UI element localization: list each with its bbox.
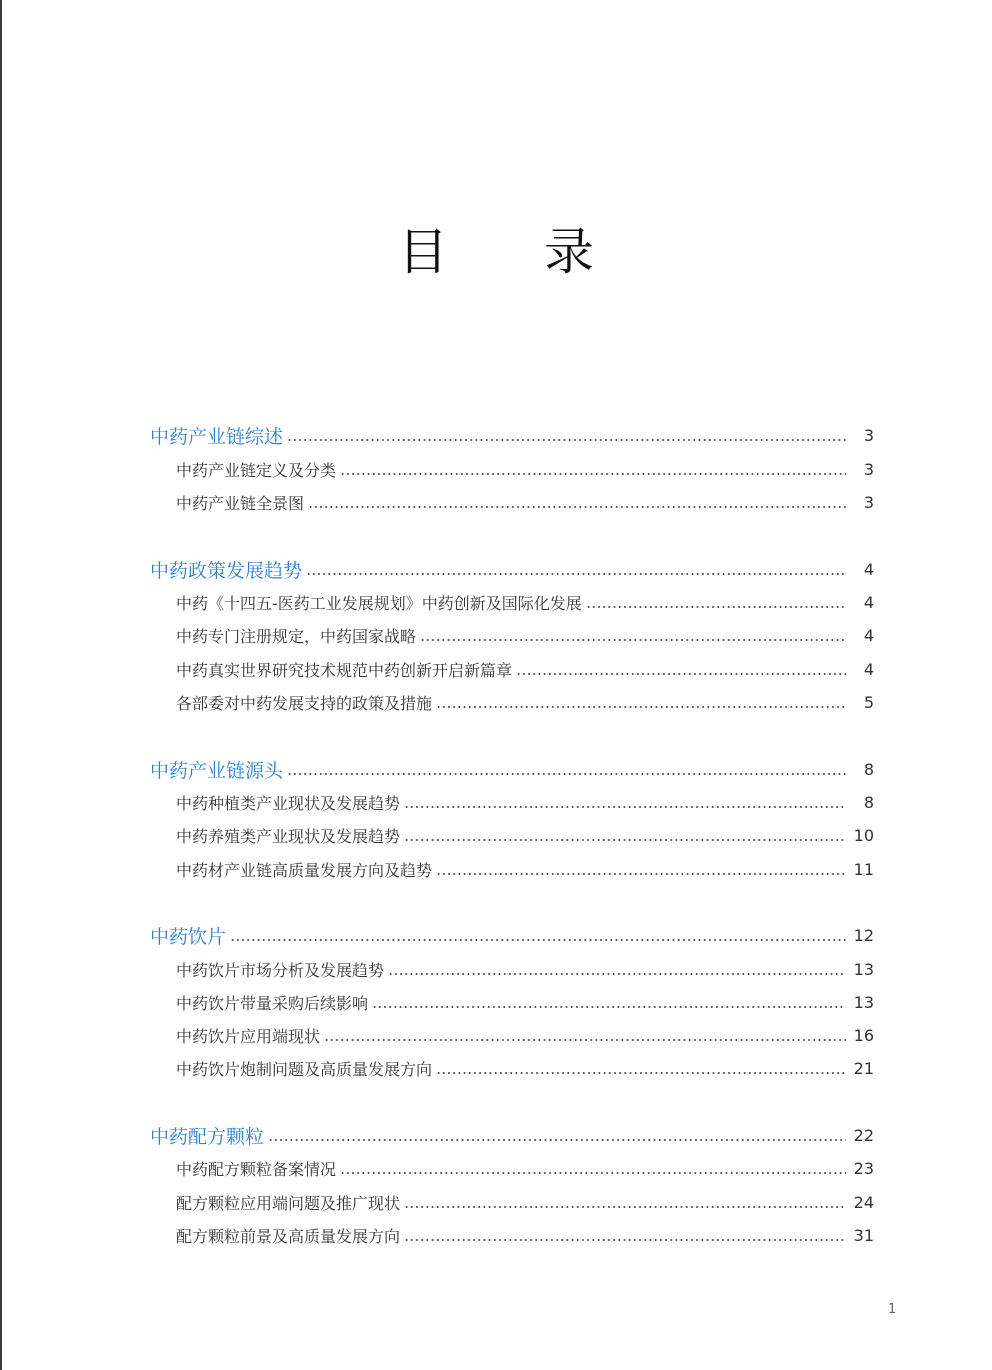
dot-leader (324, 1039, 846, 1041)
dot-leader (340, 1172, 846, 1174)
dot-leader (268, 1139, 846, 1141)
toc-entry-label: 中药产业链定义及分类 (176, 460, 337, 480)
toc-subsection-row[interactable] (176, 854, 874, 884)
toc-section-row[interactable] (150, 420, 874, 450)
toc-page-number: 3 (863, 425, 874, 445)
toc-page-number: 5 (863, 692, 874, 712)
toc-entry-label: 中药产业链源头 (150, 759, 284, 782)
toc-page-number: 23 (853, 1158, 874, 1178)
toc-entry-label: 中药《十四五-医药工业发展规划》中药创新及国际化发展 (176, 593, 582, 613)
toc-section-row[interactable] (150, 754, 874, 784)
toc-subsection-row[interactable] (176, 954, 874, 984)
toc-subsection-row[interactable] (176, 587, 874, 617)
toc-entry-label: 中药专门注册规定，中药国家战略 (176, 626, 417, 646)
dot-leader (420, 639, 846, 641)
toc-entry-label: 中药养殖类产业现状及发展趋势 (176, 826, 401, 846)
toc-subsection-row[interactable] (176, 620, 874, 650)
page-footer-number: 1 (888, 1302, 897, 1317)
dot-leader (404, 839, 846, 841)
dot-leader (287, 773, 846, 775)
toc-subsection-row[interactable] (176, 1187, 874, 1217)
toc-entry-label: 中药配方颗粒备案情况 (176, 1159, 337, 1179)
toc-subsection-row[interactable] (176, 820, 874, 850)
toc-subsection-row[interactable] (176, 1220, 874, 1250)
toc-section-row[interactable] (150, 1120, 874, 1150)
toc-entry-label: 配方颗粒应用端问题及推广现状 (176, 1193, 401, 1213)
dot-leader (287, 439, 846, 441)
toc-subsection-row[interactable] (176, 787, 874, 817)
toc-page-number: 24 (853, 1192, 874, 1212)
dot-leader (372, 1006, 846, 1008)
toc-page-number: 3 (863, 459, 874, 479)
toc-entry-label: 中药产业链全景图 (176, 493, 305, 513)
dot-leader (308, 506, 846, 508)
toc-entry-label: 中药产业链综述 (150, 425, 284, 448)
toc-page-number: 12 (853, 925, 874, 945)
toc-entry-label: 中药饮片应用端现状 (176, 1026, 321, 1046)
toc-entry-label: 配方颗粒前景及高质量发展方向 (176, 1226, 401, 1246)
toc-subsection-row[interactable] (176, 654, 874, 684)
page-title: 目 录 (398, 223, 634, 281)
toc-page-number: 13 (853, 959, 874, 979)
toc-entry-label: 中药材产业链高质量发展方向及趋势 (176, 860, 433, 880)
dot-leader (436, 706, 846, 708)
dot-leader (516, 673, 846, 675)
toc-entry-label: 中药种植类产业现状及发展趋势 (176, 793, 401, 813)
dot-leader (388, 973, 846, 975)
toc-subsection-row[interactable] (176, 487, 874, 517)
toc-entry-label: 中药真实世界研究技术规范中药创新开启新篇章 (176, 660, 513, 680)
dot-leader (586, 606, 846, 608)
dot-leader (340, 473, 846, 475)
toc-page-number: 8 (863, 792, 874, 812)
toc-page-number: 31 (853, 1225, 874, 1245)
toc-page-number: 3 (863, 492, 874, 512)
toc-page-number: 4 (863, 559, 874, 579)
toc-entry-label: 中药政策发展趋势 (150, 559, 303, 582)
dot-leader (404, 1239, 846, 1241)
toc-page-number: 16 (853, 1025, 874, 1045)
toc-page-number: 13 (853, 992, 874, 1012)
toc-subsection-row[interactable] (176, 1153, 874, 1183)
toc-page-number: 8 (863, 759, 874, 779)
toc-entry-label: 中药饮片炮制问题及高质量发展方向 (176, 1059, 433, 1079)
dot-leader (230, 939, 846, 941)
toc-page-number: 4 (863, 592, 874, 612)
dot-leader (436, 873, 846, 875)
toc-subsection-row[interactable] (176, 1053, 874, 1083)
toc-subsection-row[interactable] (176, 987, 874, 1017)
toc-page-number: 21 (853, 1058, 874, 1078)
toc-page-number: 10 (853, 825, 874, 845)
dot-leader (404, 806, 846, 808)
toc-section-row[interactable] (150, 920, 874, 950)
dot-leader (436, 1072, 846, 1074)
toc-entry-label: 各部委对中药发展支持的政策及措施 (176, 693, 433, 713)
toc-page-number: 11 (853, 859, 874, 879)
toc-section-row[interactable] (150, 554, 874, 584)
toc-entry-label: 中药饮片带量采购后续影响 (176, 993, 369, 1013)
dot-leader (404, 1206, 846, 1208)
toc-subsection-row[interactable] (176, 687, 874, 717)
toc-subsection-row[interactable] (176, 1020, 874, 1050)
toc-subsection-row[interactable] (176, 454, 874, 484)
toc-entry-label: 中药配方颗粒 (150, 1125, 265, 1148)
toc-page-number: 22 (853, 1125, 874, 1145)
toc-page-number: 4 (863, 625, 874, 645)
page-left-border (0, 0, 2, 1370)
toc-entry-label: 中药饮片 (150, 925, 227, 948)
toc-entry-label: 中药饮片市场分析及发展趋势 (176, 960, 385, 980)
toc-page-number: 4 (863, 659, 874, 679)
dot-leader (306, 573, 846, 575)
